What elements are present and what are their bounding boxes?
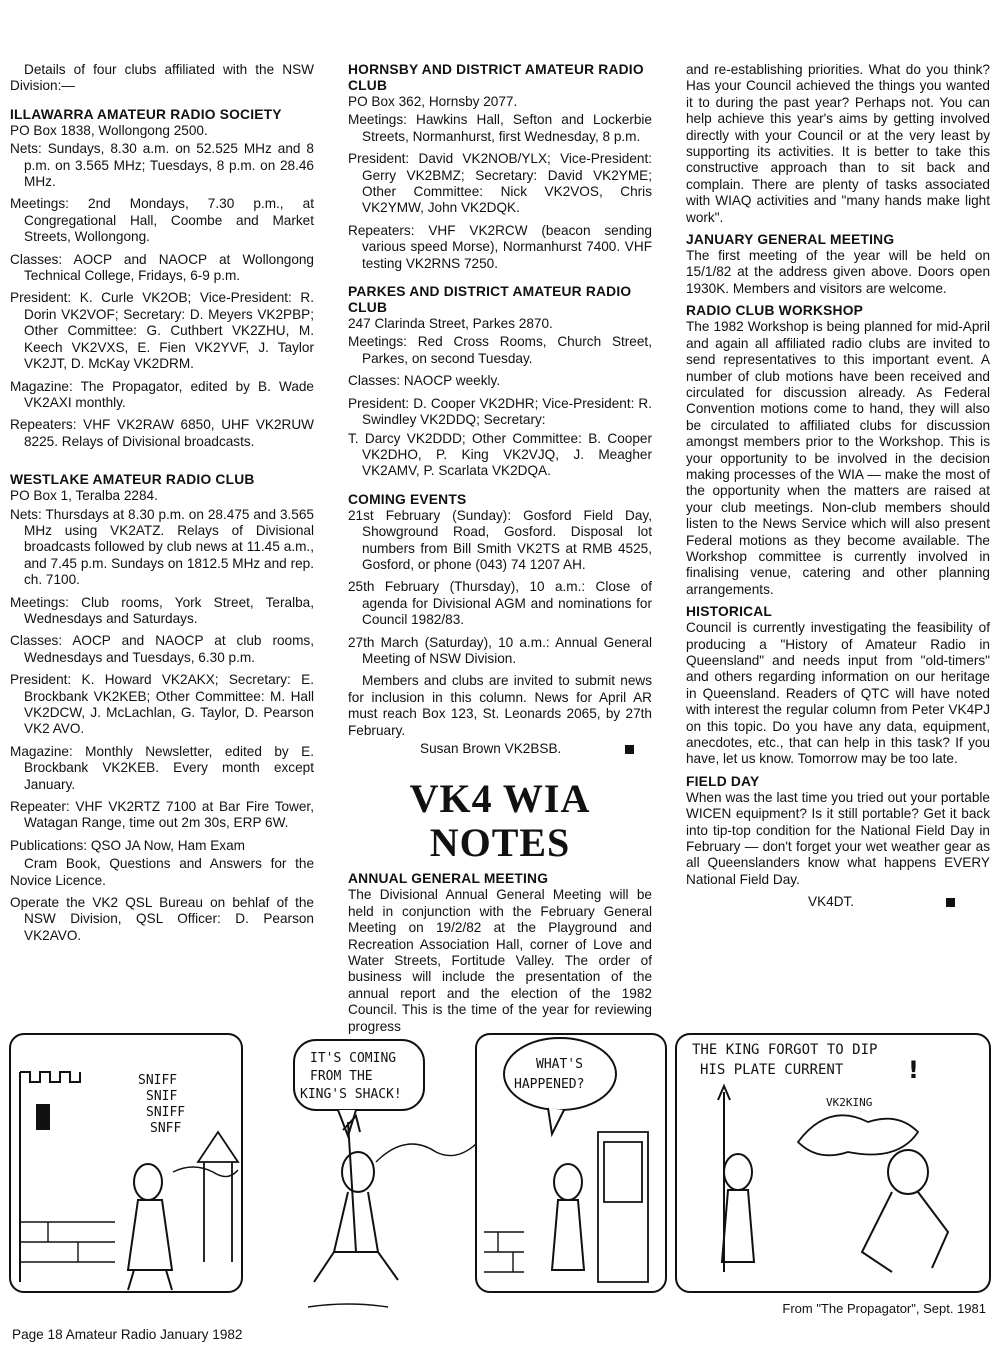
shack-door-icon [598, 1132, 648, 1282]
hornsby-repeaters: Repeaters: VHF VK2RCW (beacon sending various speed Morse), Normanhurst 7400. VHF testing VK2RNS 7250. [348, 222, 652, 271]
guard-head-icon [342, 1152, 374, 1192]
westlake-meetings: Meetings: Club rooms, York Street, Teralba, Wednesdays and Saturdays. [10, 594, 314, 626]
illawarra-box: PO Box 1838, Wollongong 2500. [10, 122, 208, 138]
illawarra-magazine: Magazine: The Propagator, edited by B. Wade VK2AXI monthly. [10, 378, 314, 410]
cartoon-strip [8, 1032, 992, 1328]
illawarra-classes: Classes: AOCP and NAOCP at Wollongong Technical College, Fridays, 6-9 p.m. [10, 251, 314, 284]
intro-text: Details of four clubs affiliated with the NSW Division:— [10, 62, 314, 94]
westlake-publications-b: Cram Book, Questions and Answers for the Novice Licence. [10, 856, 314, 888]
king-body-icon [862, 1192, 948, 1272]
page-footer: Page 18 Amateur Radio January 1982 [12, 1327, 243, 1342]
castle-window-icon [36, 1104, 50, 1130]
event-3: 27th March (Saturday), 10 a.m.: Annual General Meeting of NSW Division. [348, 634, 652, 666]
p1-sniff-4: SNFF [150, 1121, 182, 1136]
westlake-operate: Operate the VK2 QSL Bureau on behlaf of the NSW Division, QSL Officer: D. Pearson VK2AVO. [10, 895, 314, 943]
agm-text: The Divisional Annual General Meeting will be held in conjunction with the February General Meeting on 19/2/82 at the Playground and Recreation Association Hall, corner of Love and Water Streets, Fortitude Valley. The order of business will include the presentation of the annual report and the election of the 1982 Council. This is the time of the year for reviewing progress [348, 887, 652, 1034]
event-1: 21st February (Sunday): Gosford Field Day, Showground Road, Gosford. Disposal lot numbers from Bill Smith VK2TS at RMB 4525, Gosford, or phone (043) 74 1207 AH. [348, 507, 652, 572]
smoke-cloud-icon [798, 1115, 918, 1155]
column-3 [686, 62, 990, 917]
cartoon-panel-1 [10, 1034, 242, 1292]
events-signature-line [348, 741, 652, 757]
speech-bubble-icon [504, 1038, 616, 1110]
events-members-note: Members and clubs are invited to submit news for inclusion in this column. News for April AR must reach Box 123, St. Leonards 2065, by 27th February. [348, 673, 652, 738]
hornsby-heading: HORNSBY AND DISTRICT AMATEUR RADIO CLUB [348, 62, 644, 93]
parkes-address: 247 Clarinda Street, Parkes 2870. [348, 316, 553, 332]
illawarra-nets: Nets: Sundays, 8.30 a.m. on 52.525 MHz and 8 p.m. on 3.565 MHz; Tuesdays, 8 p.m. on 28.46 MHz. [10, 141, 314, 190]
vk4-signature: VK4DT. [808, 894, 855, 910]
parkes-meetings: Meetings: Red Cross Rooms, Church Street, Parkes, on second Tuesday. [348, 334, 652, 366]
illawarra-heading: ILLAWARRA AMATEUR RADIO SOCIETY [10, 106, 282, 122]
westlake-box: PO Box 1, Teralba 2284. [10, 488, 158, 504]
p3-line-1: WHAT'S [536, 1057, 583, 1072]
westlake-publications-a: Publications: QSO JA Now, Ham Exam [10, 837, 245, 853]
p1-sniff-3: SNIFF [146, 1105, 186, 1120]
castle-tower-icon [20, 1072, 80, 1282]
cartoon-credit: From "The Propagator", Sept. 1981 [782, 1301, 986, 1316]
cartoon-panel-2 [268, 1040, 476, 1307]
jan-meeting-text: The first meeting of the year will be held on 15/1/82 at the address given above. Doors open 1930K. Members and visitors are welcome. [686, 248, 990, 296]
p1-sniff-2: SNIF [146, 1089, 178, 1104]
historical-heading: HISTORICAL [686, 604, 773, 620]
historical-text: Council is currently investigating the feasibility of producing a "History of Amateur Radio in Queensland" and needs input from "old-timers" and others regarding information on our heritage in Queensland. Readers of QTC will have noted with interest the regular column from Peter VK4PJ on this topic. Do you have any data, equipment, anecdotes, etc., that can help in this task? If you have, let us know. Tomorrow may be too late. [686, 620, 990, 767]
illawarra-president: President: K. Curle VK2OB; Vice-President: R. Dorin VK2VOF; Secretary: D. Meyers VK2PBP; Other Committee: G. Cuthbert VK2ZHU, M. Keech VK2VXS, E. Fien VK2YVF, J. Taylor VK2JT, D. McKay VK2DRM. [10, 290, 314, 372]
event-2: 25th February (Thursday), 10 a.m.: Close of agenda for Divisional AGM and nominations for Council 1982/83. [348, 579, 652, 628]
hornsby-president: President: David VK2NOB/YLX; Vice-President: Gerry VK2BMZ; Secretary: David VK2YME; Other Committee: Nick VK2VOS, Chris VK2YMW, John VK2DQK. [348, 151, 652, 216]
cartoon-panel-3 [476, 1034, 666, 1292]
p4-callsign: VK2KING [826, 1096, 873, 1109]
guard-head-icon [134, 1164, 162, 1200]
king-head-icon [888, 1150, 928, 1194]
westlake-heading: WESTLAKE AMATEUR RADIO CLUB [10, 472, 255, 488]
events-signature: Susan Brown VK2BSB. [420, 741, 562, 756]
p2-line-3: KING'S SHACK! [300, 1087, 402, 1102]
westlake-nets: Nets: Thursdays at 8.30 p.m. on 28.475 and 3.565 MHz using VK2ATZ. Relays of Divisional broadcasts followed by club news at 11.45 a.m., and 7.45 p.m. Sundays on 1812.5 MHz and rep. ch. 7100. [10, 506, 314, 588]
parkes-president-b: T. Darcy VK2DDD; Other Committee: B. Cooper VK2DHO, P. King VK2VJQ, J. Meagher VK2AMV, P. Scarlata VK2DQA. [348, 430, 652, 479]
westlake-classes: Classes: AOCP and NAOCP at club rooms, Wednesdays and Tuesdays, 6.30 p.m. [10, 633, 314, 665]
column-2 [348, 62, 652, 1041]
illawarra-repeaters: Repeaters: VHF VK2RAW 6850, UHF VK2RUW 8225. Relays of Divisional broadcasts. [10, 417, 314, 449]
field-day-text: When was the last time you tried out your portable WICEN equipment? Is it still portable? Get it back into tip-top condition for the National Field Day in February — don't forget your wet weather gear as all Queenslanders know what happens EVERY National Field Day. [686, 789, 990, 887]
field-day-heading: FIELD DAY [686, 773, 760, 789]
westlake-president: President: K. Howard VK2AKX; Secretary: E. Brockbank VK2KEB; Other Committee: M. Hall VK2DCW, J. McLachlan, G. Taylor, D. Pearson VK2 AVO. [10, 672, 314, 737]
p4-line-2: HIS PLATE CURRENT [700, 1062, 844, 1078]
events-heading: COMING EVENTS [348, 491, 467, 507]
guard-body-icon [128, 1200, 172, 1290]
vk4-title: VK4 WIA NOTES [409, 776, 591, 866]
parkes-heading: PARKES AND DISTRICT AMATEUR RADIO CLUB [348, 284, 632, 316]
guard-body-icon [552, 1200, 584, 1270]
westlake-repeater: Repeater: VHF VK2RTZ 7100 at Bar Fire Tower, Watagan Range, time out 2m 30s, ERP 6W. [10, 799, 314, 831]
end-mark-icon [946, 898, 955, 907]
p1-sniff-1: SNIFF [138, 1073, 178, 1088]
guard-head-icon [554, 1164, 582, 1200]
p2-line-1: IT'S COMING [310, 1051, 397, 1066]
vk4-continued-text: and re-establishing priorities. What do you think? Has your Council achieved the things you wanted it to during the past year? Perhaps not. You can help achieve this year's aims by getting involved directly with your Council or at the very least by supporting its activities. It is better to take this constructive approach than to sit back and complain. There are plenty of tasks associated with WIAQ activities and "many hands make light work". [686, 62, 990, 225]
jan-meeting-heading: JANUARY GENERAL MEETING [686, 232, 895, 248]
guard-body-icon [722, 1190, 754, 1262]
agm-heading: ANNUAL GENERAL MEETING [348, 871, 549, 887]
cartoon-panel-4 [676, 1034, 990, 1292]
hornsby-box: PO Box 362, Hornsby 2077. [348, 94, 518, 109]
vk4-signature-line [686, 894, 990, 910]
illawarra-meetings: Meetings: 2nd Mondays, 7.30 p.m., at Congregational Hall, Coombe and Market Streets, Wollongong. [10, 196, 314, 245]
end-mark-icon [625, 745, 634, 754]
column-1 [10, 62, 314, 950]
westlake-magazine: Magazine: Monthly Newsletter, edited by E. Brockbank VK2KEB. Every month except January. [10, 743, 314, 792]
guard-head-icon [724, 1154, 752, 1190]
exclamation-icon: ! [908, 1056, 919, 1084]
p3-line-2: HAPPENED? [514, 1077, 585, 1092]
workshop-text: The 1982 Workshop is being planned for mid-April and again all affiliated radio clubs are invited to send representatives to this important event. A number of club motions have been received and circulated for discussion already. As Federal Convention motions come to hand, they will also be circulated to affiliated clubs for discussion amongst members prior to the Workshop. This is your opportunity to be involved in the decision making processes of the WIA — make the most of the opportunity when the matters are raised at your club meetings. Non-club members should listen to the News Service which will also present Federal motions as they become available. The Workshop committee is currently involved in finalising venue, catering and other planning arrangements. [686, 319, 990, 597]
parkes-classes: Classes: NAOCP weekly. [348, 373, 501, 389]
parkes-president-a: President: D. Cooper VK2DHR; Vice-President: R. Swindley VK2DDQ; Secretary: [348, 395, 652, 428]
tower-roof-icon [198, 1132, 238, 1262]
p2-line-2: FROM THE [310, 1069, 373, 1084]
workshop-heading: RADIO CLUB WORKSHOP [686, 303, 864, 319]
hornsby-meetings: Meetings: Hawkins Hall, Sefton and Lockerbie Streets, Normanhurst, first Wednesday, 8 p.m. [348, 112, 652, 144]
p4-line-1: THE KING FORGOT TO DIP [692, 1042, 878, 1058]
